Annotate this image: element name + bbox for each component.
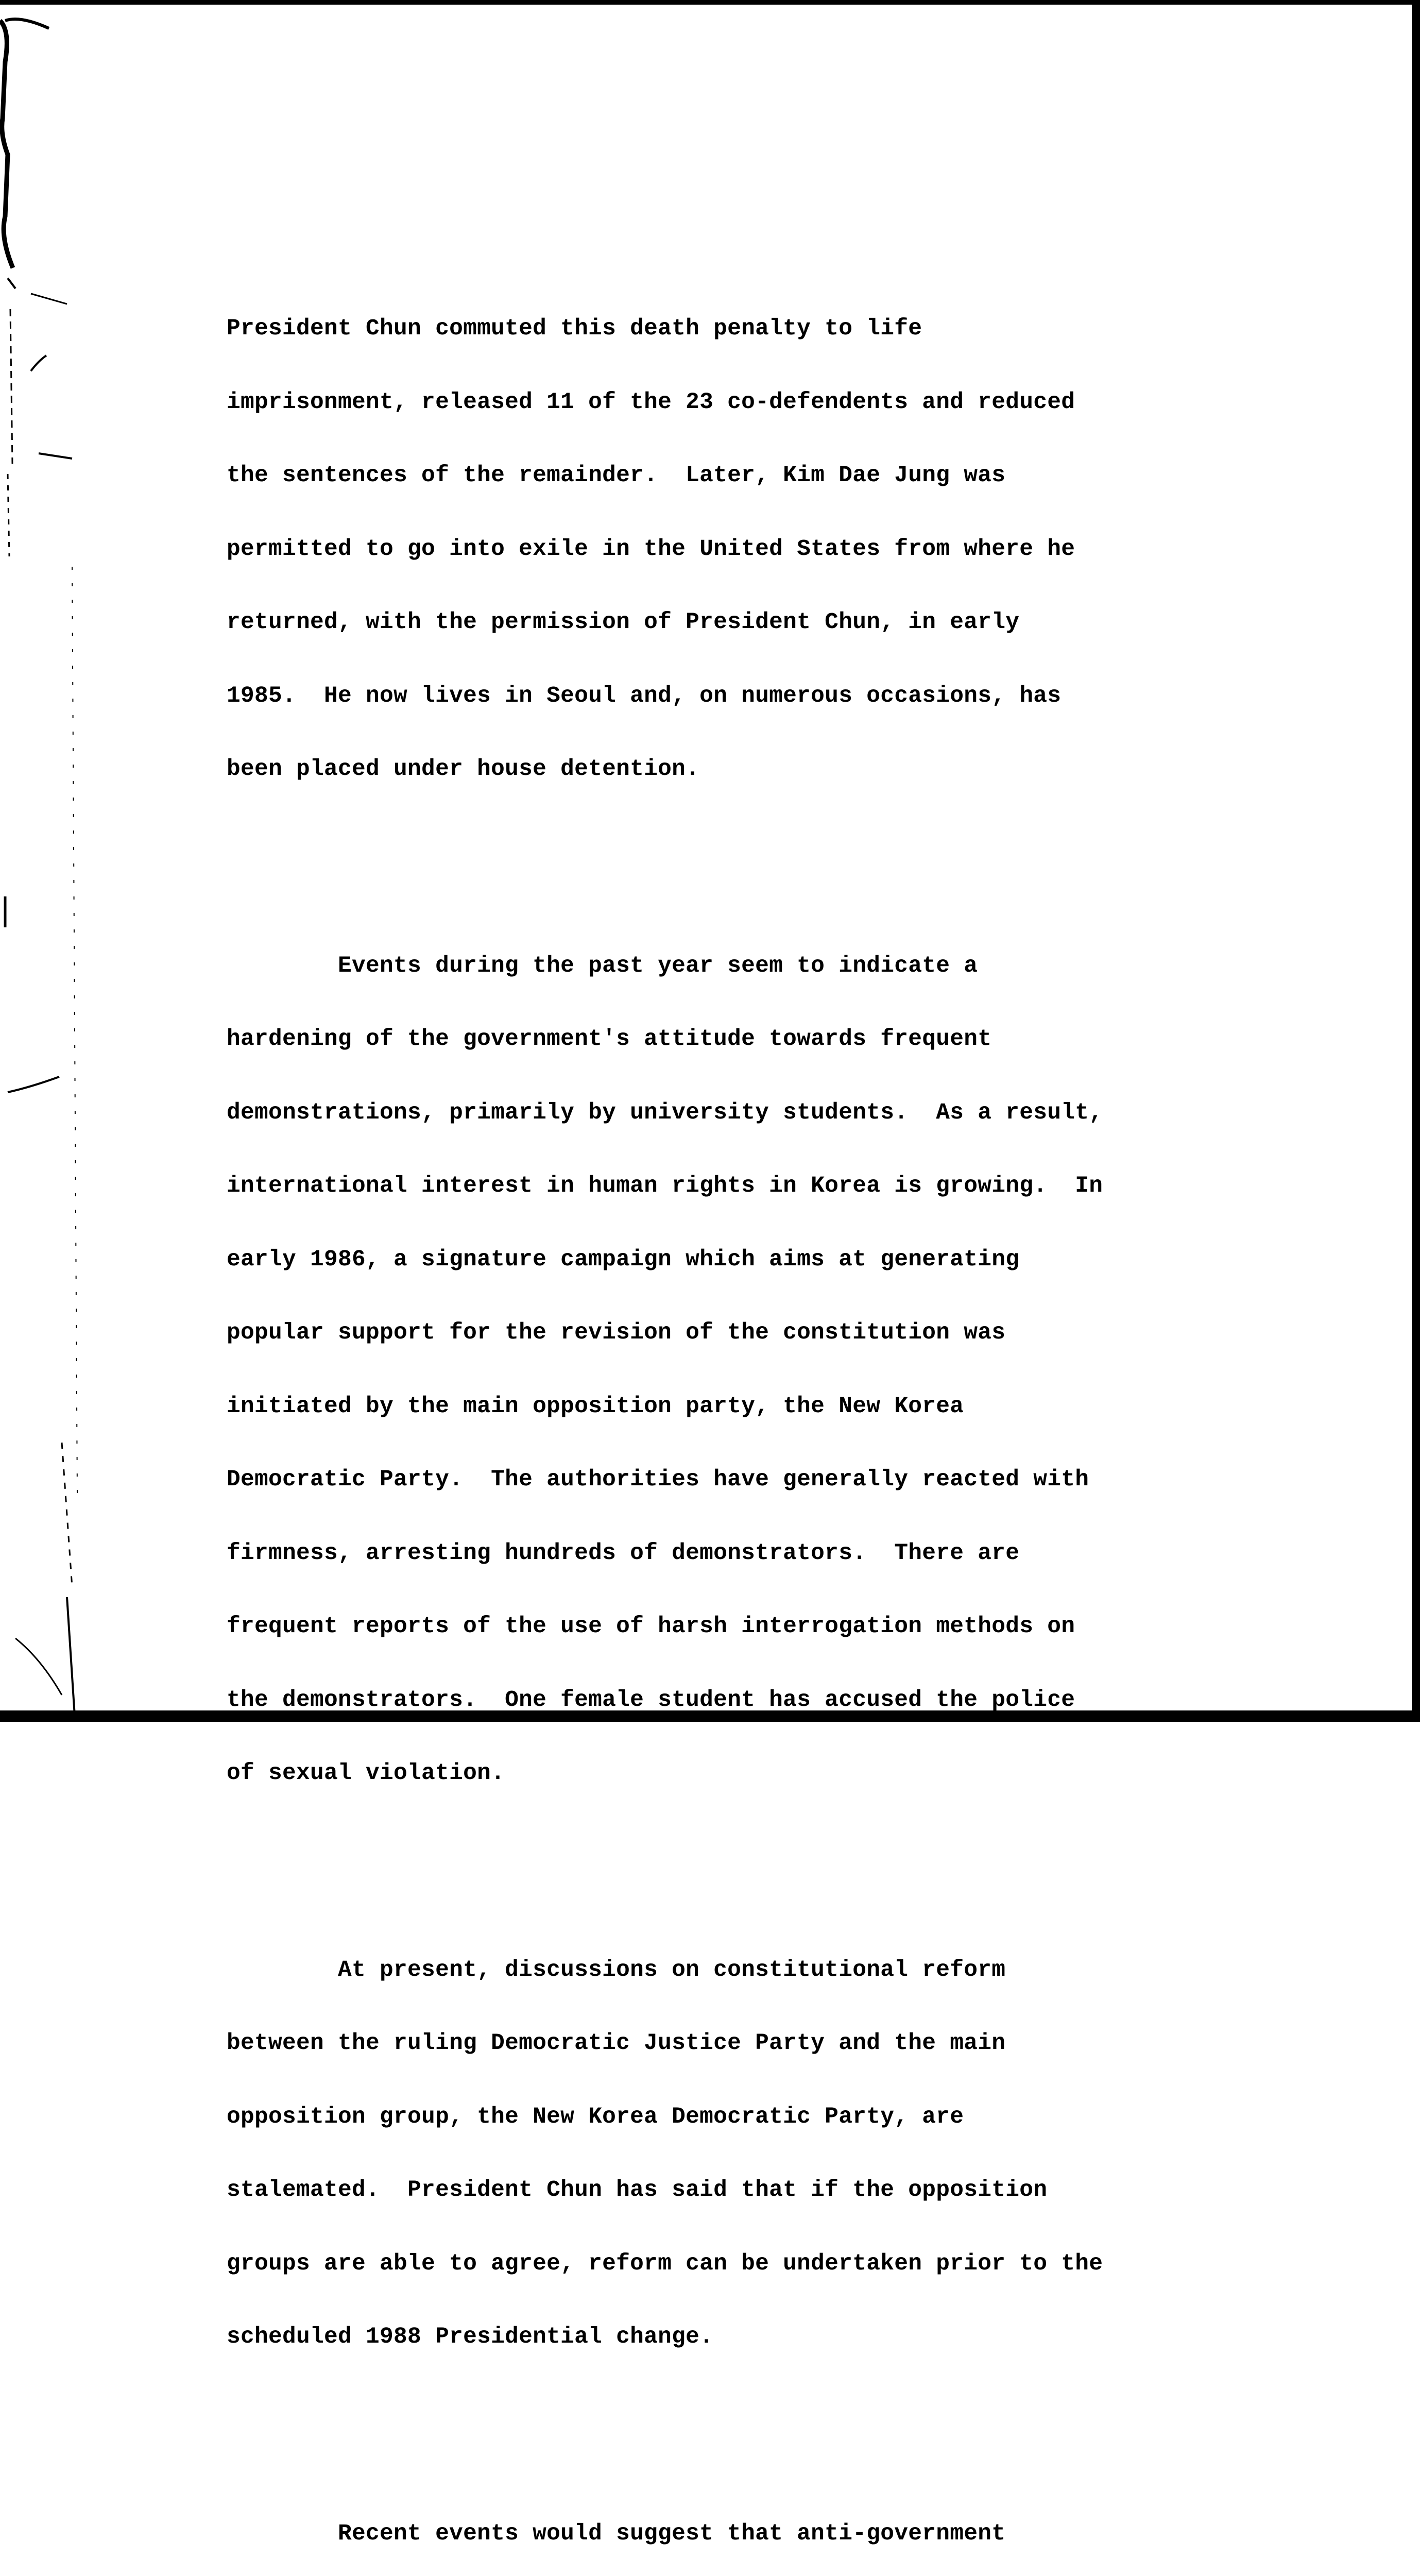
text-line: opposition group, the New Korea Democratic Party, are (227, 2105, 1236, 2130)
text-line: President Chun commuted this death penalty to life (227, 317, 1236, 342)
scan-border-right (1412, 0, 1420, 1722)
text-line: stalemated. President Chun has said that if the opposition (227, 2178, 1236, 2203)
text-line: frequent reports of the use of harsh interrogation methods on (227, 1615, 1236, 1639)
text-line: popular support for the revision of the constitution was (227, 1321, 1236, 1346)
paragraph-2 (227, 905, 1236, 1835)
text-line: imprisonment, released 11 of the 23 co-defendents and reduced (227, 391, 1236, 415)
text-line: permitted to go into exile in the United States from where he (227, 537, 1236, 562)
text-line: firmness, arresting hundreds of demonstrators. There are (227, 1541, 1236, 1566)
text-line: groups are able to agree, reform can be undertaken prior to the (227, 2252, 1236, 2277)
text-line: Democratic Party. The authorities have generally reacted with (227, 1468, 1236, 1493)
text-line: the sentences of the remainder. Later, Kim Dae Jung was (227, 464, 1236, 488)
paragraph-3 (227, 1909, 1236, 2399)
text-line: of sexual violation. (227, 1761, 1236, 1786)
text-line: been placed under house detention. (227, 757, 1236, 782)
paragraph-4 (227, 2473, 1236, 2576)
text-line: hardening of the government's attitude towards frequent (227, 1027, 1236, 1052)
text-line: returned, with the permission of President Chun, in early (227, 611, 1236, 635)
text-line: between the ruling Democratic Justice Party and the main (227, 2031, 1236, 2056)
binding-marks (0, 0, 113, 1722)
paragraph-1 (227, 268, 1236, 831)
text-line: the demonstrators. One female student has accused the police (227, 1688, 1236, 1713)
text-line: Recent events would suggest that anti-government (227, 2522, 1236, 2547)
document-body (227, 219, 1236, 2576)
text-line: scheduled 1988 Presidential change. (227, 2325, 1236, 2350)
scan-border-top (0, 0, 1420, 5)
text-line: international interest in human rights in Korea is growing. In (227, 1174, 1236, 1199)
text-line: At present, discussions on constitutional reform (227, 1958, 1236, 1983)
text-line: 1985. He now lives in Seoul and, on numerous occasions, has (227, 684, 1236, 709)
text-line: initiated by the main opposition party, the New Korea (227, 1395, 1236, 1419)
text-line: demonstrations, primarily by university students. As a result, (227, 1101, 1236, 1126)
text-line: early 1986, a signature campaign which aims at generating (227, 1248, 1236, 1273)
text-line: Events during the past year seem to indicate a (227, 954, 1236, 979)
